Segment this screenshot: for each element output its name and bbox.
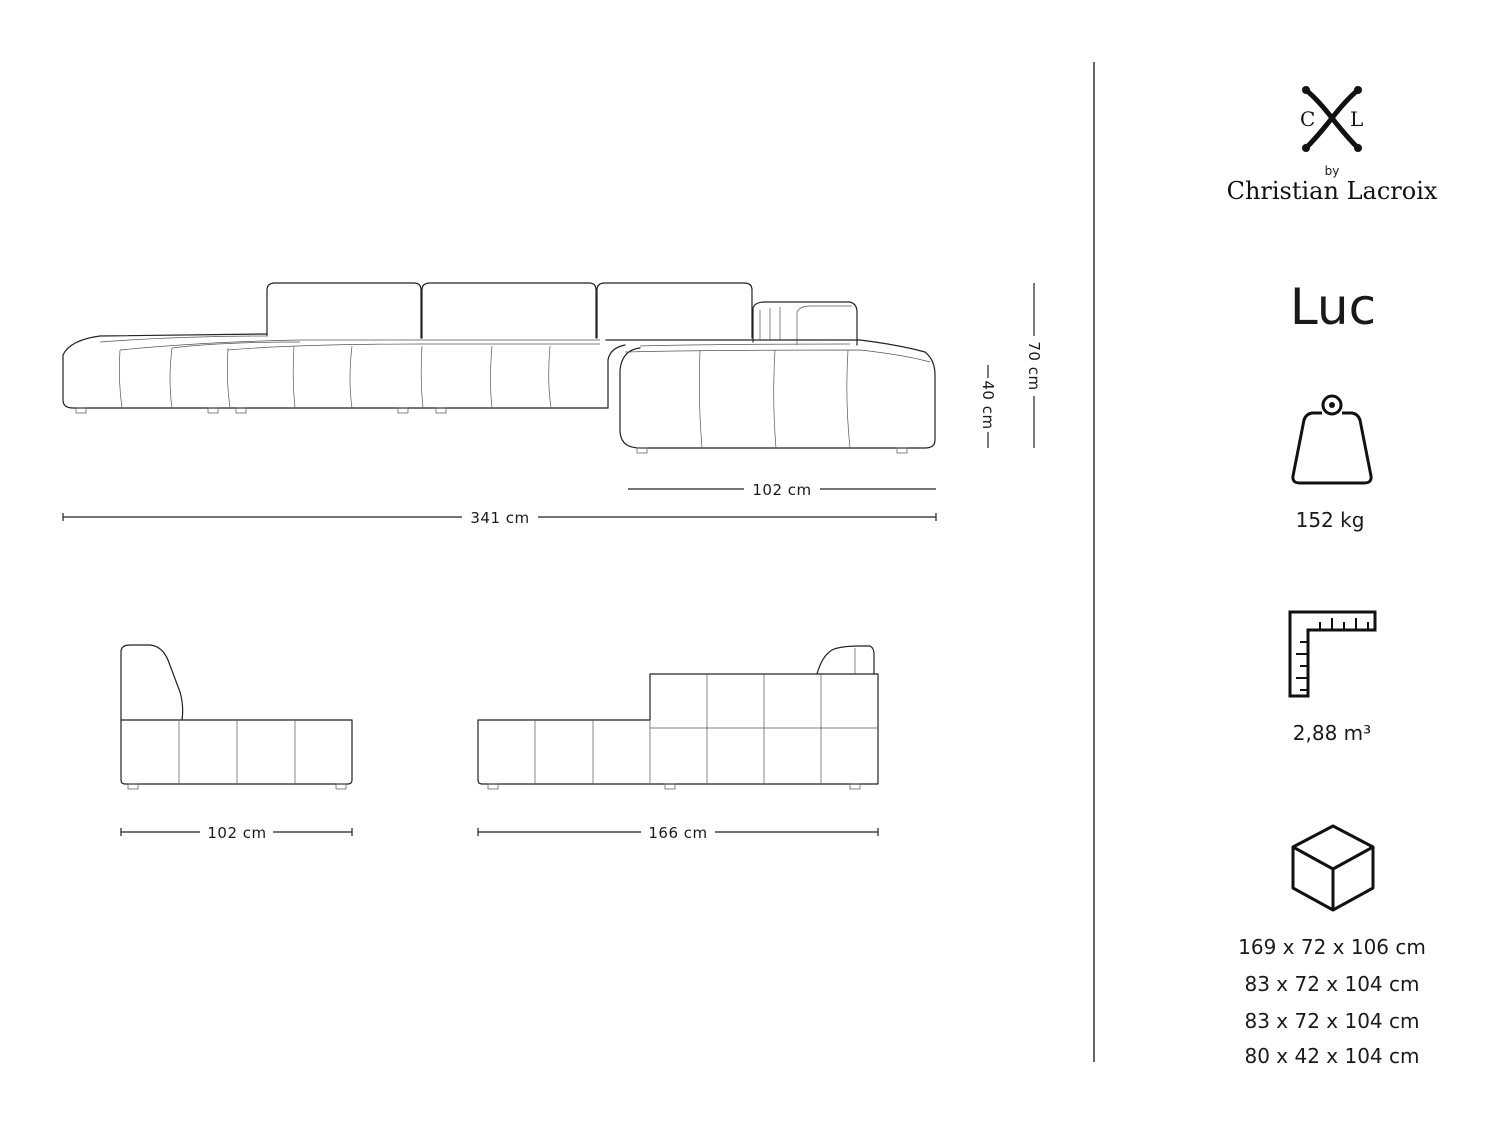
chaise-side-view: [478, 646, 878, 789]
brand-logo: [1227, 86, 1438, 205]
dim-label-side-depth: 102 cm: [207, 824, 267, 842]
sofa-front-view: [63, 283, 935, 453]
cxl-monogram-icon: [1300, 86, 1363, 152]
dim-label-chaise-width: 102 cm: [752, 481, 812, 499]
volume-value: 2,88 m³: [1292, 721, 1372, 745]
dimension-chaise-width: [628, 481, 936, 499]
package-dim-1: 169 x 72 x 106 cm: [1238, 935, 1426, 959]
dimension-total-width: [63, 509, 936, 527]
weight-icon: [1293, 396, 1371, 483]
brand-by: by: [1324, 164, 1340, 178]
package-dim-2: 83 x 72 x 104 cm: [1244, 972, 1420, 996]
box-icon: [1293, 826, 1373, 910]
dimension-total-height: [1025, 283, 1043, 448]
product-name: Luc: [1289, 278, 1377, 336]
weight-value: 152 kg: [1295, 508, 1365, 532]
ruler-icon: [1290, 612, 1375, 696]
dim-label-chaise-length: 166 cm: [648, 824, 708, 842]
package-dim-4: 80 x 42 x 104 cm: [1244, 1044, 1420, 1068]
sofa-side-view: [121, 645, 352, 789]
svg-text:L: L: [1350, 107, 1364, 131]
dim-label-seat-height: 40 cm: [979, 380, 997, 430]
package-dim-3: 83 x 72 x 104 cm: [1244, 1009, 1420, 1033]
dim-label-total-width: 341 cm: [470, 509, 530, 527]
dim-label-total-height: 70 cm: [1025, 341, 1043, 391]
svg-text:C: C: [1300, 107, 1316, 131]
brand-name: Christian Lacroix: [1226, 177, 1438, 205]
dimension-seat-height: [979, 365, 997, 448]
dimension-chaise-length: [478, 824, 878, 842]
dimension-side-depth: [121, 824, 352, 842]
